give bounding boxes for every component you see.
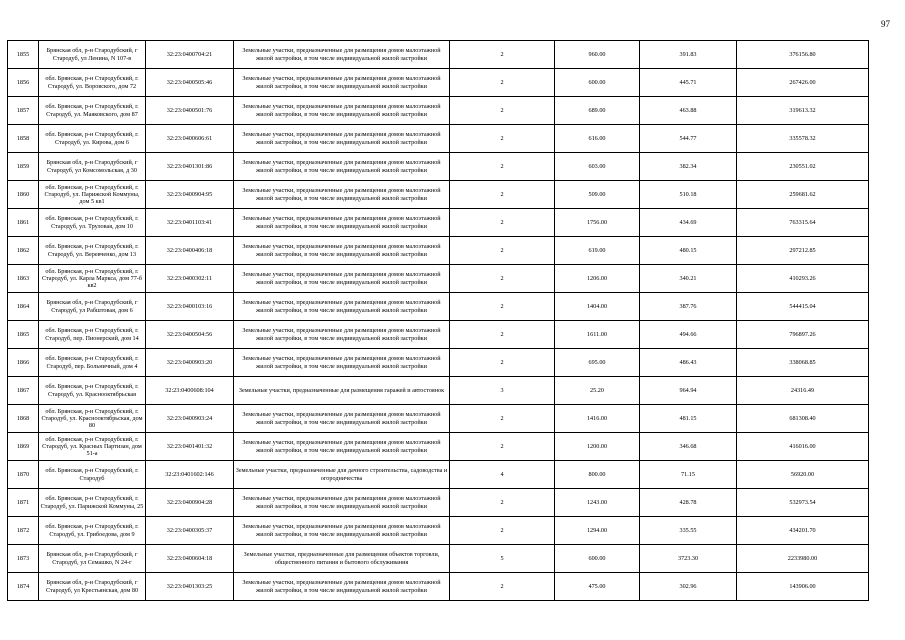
land-use-cell: Земельные участки, предназначенные для размещения домов малоэтажной жилой застройки, в том числе индивидуальной жилой застройки	[234, 293, 450, 321]
address-cell: Брянская обл, р-н Стародубский, г Стародуб, ул Рабштовая, дом 6	[39, 293, 146, 321]
cadastral-number-cell: 32:23:0400606:61	[146, 125, 234, 153]
table-row	[8, 125, 869, 153]
table-row	[8, 573, 869, 601]
cadastral-number-cell: 32:23:0400904:28	[146, 489, 234, 517]
specific-value-cell: 387.76	[640, 293, 737, 321]
land-use-cell: Земельные участки, предназначенные для размещения домов малоэтажной жилой застройки, в том числе индивидуальной жилой застройки	[234, 181, 450, 209]
group-cell: 2	[450, 181, 555, 209]
land-use-cell: Земельные участки, предназначенные для размещения домов малоэтажной жилой застройки, в том числе индивидуальной жилой застройки	[234, 265, 450, 293]
address-cell: обл. Брянская, р-н Стародубский, г. Стародуб, ул. Краснооктябрьская, дом 80	[39, 405, 146, 433]
group-cell: 2	[450, 349, 555, 377]
specific-value-cell: 71.15	[640, 461, 737, 489]
address-cell: Брянская обл, р-н Стародубский, г Стародуб, ул Семашко, N 24-г	[39, 545, 146, 573]
group-cell: 2	[450, 237, 555, 265]
cadastral-value-cell: 267426.00	[737, 69, 869, 97]
area-cell: 616.00	[555, 125, 640, 153]
area-cell: 475.00	[555, 573, 640, 601]
group-cell: 2	[450, 41, 555, 69]
table-row	[8, 349, 869, 377]
address-cell: обл. Брянская, р-н Стародубский, г. Стародуб, ул. Красноoктябрьская	[39, 377, 146, 405]
group-cell: 3	[450, 377, 555, 405]
address-cell: обл. Брянская, р-н Стародубский, г. Стародуб	[39, 461, 146, 489]
area-cell: 1611.00	[555, 321, 640, 349]
cadastral-value-cell: 56920.00	[737, 461, 869, 489]
address-cell: Брянская обл, р-н Стародубский, г Стародуб, ул Комсомольская, д 30	[39, 153, 146, 181]
cadastral-number-cell: 32:23:0400604:18	[146, 545, 234, 573]
address-cell: Брянская обл, р-н Стародубский, г Стародуб, ул Крестьянская, дом 80	[39, 573, 146, 601]
row-number: 1870	[8, 461, 39, 489]
row-number: 1858	[8, 125, 39, 153]
row-number: 1864	[8, 293, 39, 321]
area-cell: 600.00	[555, 545, 640, 573]
specific-value-cell: 340.21	[640, 265, 737, 293]
row-number: 1865	[8, 321, 39, 349]
table-row	[8, 433, 869, 461]
address-cell: обл. Брянская, р-н Стародубский, г. Стародуб, ул. Воровского, дом 72	[39, 69, 146, 97]
cadastral-value-cell: 335578.32	[737, 125, 869, 153]
cadastral-value-cell: 230551.02	[737, 153, 869, 181]
specific-value-cell: 510.18	[640, 181, 737, 209]
cadastral-number-cell: 32:23:0400608:104	[146, 377, 234, 405]
address-cell: Брянская обл, р-н Стародубский, г Стародуб, ул Ленина, N 107-в	[39, 41, 146, 69]
row-number: 1857	[8, 97, 39, 125]
group-cell: 2	[450, 405, 555, 433]
land-use-cell: Земельные участки, предназначенные для размещения домов малоэтажной жилой застройки, в том числе индивидуальной жилой застройки	[234, 349, 450, 377]
cadastral-number-cell: 32:23:0400504:56	[146, 321, 234, 349]
cadastral-value-cell: 681308.40	[737, 405, 869, 433]
row-number: 1861	[8, 209, 39, 237]
cadastral-value-cell: 796897.26	[737, 321, 869, 349]
area-cell: 1206.00	[555, 265, 640, 293]
row-number: 1873	[8, 545, 39, 573]
land-use-cell: Земельные участки, предназначенные для размещения домов малоэтажной жилой застройки, в том числе индивидуальной жилой застройки	[234, 209, 450, 237]
page-number: 97	[881, 19, 890, 29]
group-cell: 2	[450, 573, 555, 601]
row-number: 1860	[8, 181, 39, 209]
address-cell: обл. Брянская, р-н Стародубский, г. Стародуб, ул. Труловая, дом 10	[39, 209, 146, 237]
specific-value-cell: 391.83	[640, 41, 737, 69]
group-cell: 2	[450, 209, 555, 237]
address-cell: обл. Брянская, р-н Стародубский, г. Стародуб, ул. Веревченко, дом 13	[39, 237, 146, 265]
land-use-cell: Земельные участки, предназначенные для размещения домов малоэтажной жилой застройки, в том числе индивидуальной жилой застройки	[234, 69, 450, 97]
table-row	[8, 237, 869, 265]
area-cell: 509.00	[555, 181, 640, 209]
area-cell: 1200.00	[555, 433, 640, 461]
area-cell: 960.00	[555, 41, 640, 69]
cadastral-value-cell: 338068.85	[737, 349, 869, 377]
cadastral-value-cell: 376156.80	[737, 41, 869, 69]
row-number: 1867	[8, 377, 39, 405]
land-use-cell: Земельные участки, предназначенные для размещения домов малоэтажной жилой застройки, в том числе индивидуальной жилой застройки	[234, 517, 450, 545]
area-cell: 695.00	[555, 349, 640, 377]
row-number: 1874	[8, 573, 39, 601]
group-cell: 2	[450, 293, 555, 321]
cadastral-value-cell: 259681.62	[737, 181, 869, 209]
table-row	[8, 377, 869, 405]
table-row	[8, 405, 869, 433]
table-row	[8, 69, 869, 97]
table-row	[8, 265, 869, 293]
land-use-cell: Земельные участки, предназначенные для размещения домов малоэтажной жилой застройки, в том числе индивидуальной жилой застройки	[234, 125, 450, 153]
table-row	[8, 181, 869, 209]
cadastral-value-cell: 24316.49	[737, 377, 869, 405]
specific-value-cell: 335.55	[640, 517, 737, 545]
specific-value-cell: 382.34	[640, 153, 737, 181]
land-use-cell: Земельные участки, предназначенные для размещения домов малоэтажной жилой застройки, в том числе индивидуальной жилой застройки	[234, 41, 450, 69]
table-row	[8, 97, 869, 125]
area-cell: 1416.00	[555, 405, 640, 433]
cadastral-value-cell: 143906.00	[737, 573, 869, 601]
group-cell: 2	[450, 97, 555, 125]
specific-value-cell: 480.15	[640, 237, 737, 265]
cadastral-number-cell: 32:23:0400704:21	[146, 41, 234, 69]
land-use-cell: Земельные участки, предназначенные для размещения объектов торговли, общественного питания и бытового обслуживания	[234, 545, 450, 573]
specific-value-cell: 463.88	[640, 97, 737, 125]
group-cell: 2	[450, 321, 555, 349]
group-cell: 5	[450, 545, 555, 573]
land-use-cell: Земельные участки, предназначенные для размещения домов малоэтажной жилой застройки, в том числе индивидуальной жилой застройки	[234, 433, 450, 461]
area-cell: 1404.00	[555, 293, 640, 321]
land-use-cell: Земельные участки, предназначенные для размещения домов малоэтажной жилой застройки, в том числе индивидуальной жилой застройки	[234, 321, 450, 349]
row-number: 1855	[8, 41, 39, 69]
address-cell: обл. Брянская, р-н Стародубский, г. Стародуб, ул. Красных Партизан, дом 51-а	[39, 433, 146, 461]
group-cell: 2	[450, 125, 555, 153]
row-number: 1871	[8, 489, 39, 517]
cadastral-number-cell: 32:23:0400305:37	[146, 517, 234, 545]
cadastral-number-cell: 32:23:0401301:86	[146, 153, 234, 181]
address-cell: обл. Брянская, р-н Стародубский, г. Стародуб, ул. Маяковского, дом 87	[39, 97, 146, 125]
area-cell: 603.00	[555, 153, 640, 181]
row-number: 1868	[8, 405, 39, 433]
area-cell: 1756.00	[555, 209, 640, 237]
area-cell: 1294.00	[555, 517, 640, 545]
specific-value-cell: 544.77	[640, 125, 737, 153]
cadastral-number-cell: 32:23:0400103:16	[146, 293, 234, 321]
specific-value-cell: 964.94	[640, 377, 737, 405]
row-number: 1869	[8, 433, 39, 461]
table-row	[8, 489, 869, 517]
land-use-cell: Земельные участки, предназначенные для размещения гаражей и автостоянок	[234, 377, 450, 405]
land-use-cell: Земельные участки, предназначенные для дачного строительства, садоводства и огородничества	[234, 461, 450, 489]
address-cell: обл. Брянская, р-н Стародубский, г. Стародуб, ул. Грибоедова, дом 9	[39, 517, 146, 545]
row-number: 1859	[8, 153, 39, 181]
cadastral-number-cell: 32:23:0401103:41	[146, 209, 234, 237]
cadastral-number-cell: 32:23:0400903:24	[146, 405, 234, 433]
cadastral-value-cell: 297212.85	[737, 237, 869, 265]
group-cell: 2	[450, 517, 555, 545]
specific-value-cell: 445.71	[640, 69, 737, 97]
row-number: 1872	[8, 517, 39, 545]
cadastral-value-cell: 763315.64	[737, 209, 869, 237]
specific-value-cell: 3723.30	[640, 545, 737, 573]
address-cell: обл. Брянская, р-н Стародубский, г. Стародуб, ул. Парижской Коммуны, 25	[39, 489, 146, 517]
cadastral-number-cell: 32:23:0401303:25	[146, 573, 234, 601]
land-use-cell: Земельные участки, предназначенные для размещения домов малоэтажной жилой застройки, в том числе индивидуальной жилой застройки	[234, 489, 450, 517]
table-row	[8, 41, 869, 69]
table-row	[8, 517, 869, 545]
table-row	[8, 209, 869, 237]
land-use-cell: Земельные участки, предназначенные для размещения домов малоэтажной жилой застройки, в том числе индивидуальной жилой застройки	[234, 573, 450, 601]
cadastral-number-cell: 32:23:0400505:46	[146, 69, 234, 97]
table-row	[8, 545, 869, 573]
table-row	[8, 321, 869, 349]
cadastral-value-cell: 434201.70	[737, 517, 869, 545]
table-row	[8, 461, 869, 489]
row-number: 1863	[8, 265, 39, 293]
cadastral-number-cell: 32:23:0400406:18	[146, 237, 234, 265]
land-use-cell: Земельные участки, предназначенные для размещения домов малоэтажной жилой застройки, в том числе индивидуальной жилой застройки	[234, 237, 450, 265]
land-use-cell: Земельные участки, предназначенные для размещения домов малоэтажной жилой застройки, в том числе индивидуальной жилой застройки	[234, 405, 450, 433]
group-cell: 2	[450, 265, 555, 293]
cadastral-value-cell: 532973.54	[737, 489, 869, 517]
table-row	[8, 293, 869, 321]
specific-value-cell: 428.78	[640, 489, 737, 517]
row-number: 1866	[8, 349, 39, 377]
address-cell: обл. Брянская, р-н Стародубский, г. Стародуб, пер. Больничный, дом 4	[39, 349, 146, 377]
cadastral-value-cell: 410293.26	[737, 265, 869, 293]
specific-value-cell: 494.66	[640, 321, 737, 349]
cadastral-value-cell: 416016.00	[737, 433, 869, 461]
cadastral-number-cell: 32:23:0401602:146	[146, 461, 234, 489]
address-cell: обл. Брянская, р-н Стародубский, г. Стародуб, ул. Кирова, дом 6	[39, 125, 146, 153]
land-use-cell: Земельные участки, предназначенные для размещения домов малоэтажной жилой застройки, в том числе индивидуальной жилой застройки	[234, 153, 450, 181]
address-cell: обл. Брянская, р-н Стародубский, г. Стародуб, ул. Карла Маркса, дом 77-б кв2	[39, 265, 146, 293]
cadastral-value-cell: 2233980.00	[737, 545, 869, 573]
specific-value-cell: 486.43	[640, 349, 737, 377]
group-cell: 2	[450, 69, 555, 97]
cadastral-value-cell: 544415.04	[737, 293, 869, 321]
land-plot-table	[7, 40, 869, 601]
row-number: 1862	[8, 237, 39, 265]
group-cell: 2	[450, 433, 555, 461]
land-use-cell: Земельные участки, предназначенные для размещения домов малоэтажной жилой застройки, в том числе индивидуальной жилой застройки	[234, 97, 450, 125]
row-number: 1856	[8, 69, 39, 97]
specific-value-cell: 346.68	[640, 433, 737, 461]
area-cell: 800.00	[555, 461, 640, 489]
cadastral-number-cell: 32:23:0400302:11	[146, 265, 234, 293]
cadastral-number-cell: 32:23:0401401:32	[146, 433, 234, 461]
address-cell: обл. Брянская, р-н Стародубский, г. Стародуб, ул. Парижской Коммуны, дом 5 кв1	[39, 181, 146, 209]
group-cell: 2	[450, 489, 555, 517]
group-cell: 4	[450, 461, 555, 489]
area-cell: 1243.00	[555, 489, 640, 517]
area-cell: 600.00	[555, 69, 640, 97]
specific-value-cell: 481.15	[640, 405, 737, 433]
cadastral-value-cell: 319613.32	[737, 97, 869, 125]
table-body	[8, 41, 869, 601]
specific-value-cell: 302.96	[640, 573, 737, 601]
cadastral-number-cell: 32:23:0400903:20	[146, 349, 234, 377]
area-cell: 689.00	[555, 97, 640, 125]
cadastral-number-cell: 32:23:0400904:95	[146, 181, 234, 209]
table-row	[8, 153, 869, 181]
area-cell: 619.00	[555, 237, 640, 265]
group-cell: 2	[450, 153, 555, 181]
address-cell: обл. Брянская, р-н Стародубский, г. Стародуб, пер. Пионерский, дом 14	[39, 321, 146, 349]
area-cell: 25.20	[555, 377, 640, 405]
specific-value-cell: 434.69	[640, 209, 737, 237]
cadastral-number-cell: 32:23:0400501:76	[146, 97, 234, 125]
